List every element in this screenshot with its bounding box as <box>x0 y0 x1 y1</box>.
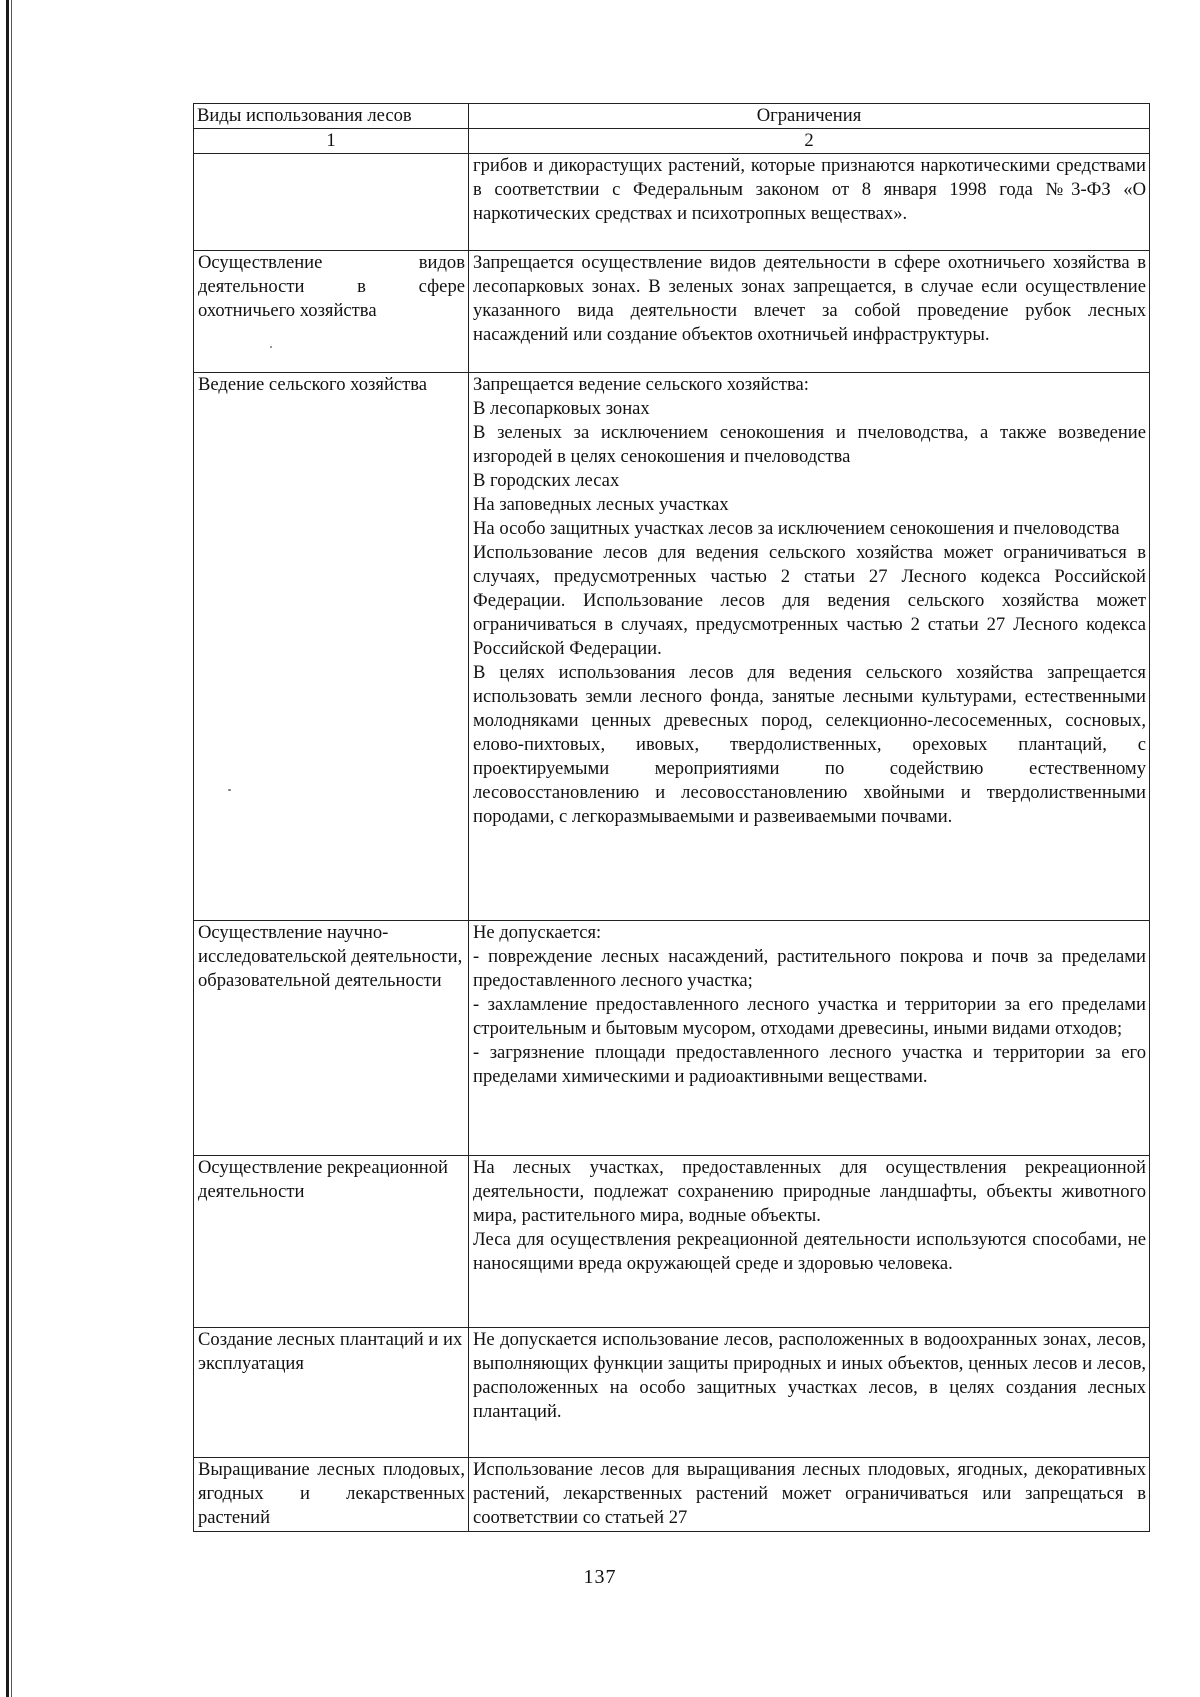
restriction-paragraph: грибов и дикорастущих растений, которые признаются наркотическими средствами в соответствии с Федеральным законом от 8 января 1998 года №3-ФЗ «О наркотических средствах и психотропных веществах». <box>473 155 1146 224</box>
usage-type-cell: Выращивание лесных плодовых, ягодных и лекарственных растений <box>194 1458 469 1532</box>
table-row <box>194 1328 1150 1458</box>
restriction-paragraph: Леса для осуществления рекреационной деятельности используются способами, не наносящими вреда окружающей среде и здоровью человека. <box>473 1229 1146 1274</box>
restriction-paragraph: - захламление предоставленного лесного участка и территории за его пределами строительным и бытовым мусором, отходами древесины, иными видами отходов; <box>473 994 1146 1039</box>
restriction-paragraph: В целях использования лесов для ведения сельского хозяйства запрещается использовать земли лесного фонда, занятые лесными культурами, естественными молодняками ценных древесных пород, селекционно-лесосеменных, сосновых, елово-пихтовых, ивовых, твердолиственных, ореховых плантаций, с проектируемыми мероприятиями по содействию естественному лесовосстановлению и лесовосстановлению хвойными и твердолиственными породами, с легкоразмываемыми и развеиваемыми почвами. <box>473 662 1146 827</box>
restriction-paragraph: Не допускается использование лесов, расположенных в водоохранных зонах, лесов, выполняющих функции защиты природных и иных объектов, ценных лесов и лесов, расположенных на особо защитных участках лесов, в целях создания лесных плантаций. <box>473 1329 1146 1422</box>
restrictions-cell <box>469 1328 1150 1458</box>
usage-type-cell: Осуществление научно-исследовательской деятельности, образовательной деятельности <box>194 921 469 1156</box>
page-number: 137 <box>583 1566 617 1588</box>
column-header-usage-type: Виды использования лесов <box>194 104 469 129</box>
table-row <box>194 921 1150 1156</box>
binding-edge <box>6 0 9 1697</box>
restrictions-cell <box>469 154 1150 251</box>
restriction-paragraph: - повреждение лесных насаждений, растительного покрова и почв за пределами предоставленного лесного участка; <box>473 946 1146 991</box>
restrictions-cell <box>469 251 1150 373</box>
table-row <box>194 251 1150 373</box>
column-number-2: 2 <box>469 129 1150 154</box>
binding-edge-shadow <box>11 0 12 1697</box>
column-number-1: 1 <box>194 129 469 154</box>
table-row <box>194 1458 1150 1532</box>
restriction-paragraph: На особо защитных участках лесов за исключением сенокошения и пчеловодства <box>473 518 1120 539</box>
restrictions-cell <box>469 373 1150 921</box>
usage-type-cell: Создание лесных плантаций и их эксплуатация <box>194 1328 469 1458</box>
usage-type-cell: Осуществление видов деятельности в сфере охотничьего хозяйства <box>194 251 469 373</box>
table-row <box>194 373 1150 921</box>
restriction-paragraph: В лесопарковых зонах <box>473 398 650 419</box>
usage-type-cell: Осуществление рекреационной деятельности <box>194 1156 469 1328</box>
usage-type-cell <box>194 154 469 251</box>
restrictions-table <box>193 103 1150 1532</box>
restrictions-cell <box>469 1458 1150 1532</box>
column-number-row <box>194 129 1150 154</box>
usage-type-cell: Ведение сельского хозяйства <box>194 373 469 921</box>
restriction-paragraph: На лесных участках, предоставленных для осуществления рекреационной деятельности, подлежат сохранению природные ландшафты, объекты животного мира, растительного мира, водные объекты. <box>473 1157 1146 1226</box>
table-header-row <box>194 104 1150 129</box>
restriction-paragraph: Запрещается осуществление видов деятельности в сфере охотничьего хозяйства в лесопарковых зонах. В зеленых зонах запрещается, в случае если осуществление указанного вида деятельности влечет за собой проведение рубок лесных насаждений или создание объектов охотничьей инфраструктуры. <box>473 252 1146 345</box>
table-row <box>194 1156 1150 1328</box>
restriction-paragraph: На заповедных лесных участках <box>473 494 729 515</box>
restriction-paragraph: Запрещается ведение сельского хозяйства: <box>473 374 809 395</box>
restriction-paragraph: - загрязнение площади предоставленного лесного участка и территории за его пределами химическими и радиоактивными веществами. <box>473 1042 1146 1087</box>
restriction-paragraph: Использование лесов для выращивания лесных плодовых, ягодных, декоративных растений, лекарственных растений может ограничиваться или запрещаться в соответствии со статьей 27 <box>473 1459 1146 1528</box>
table-row <box>194 154 1150 251</box>
restriction-paragraph: Использование лесов для ведения сельского хозяйства может ограничиваться в случаях, предусмотренных частью 2 статьи 27 Лесного кодекса Российской Федерации. Использование лесов для ведения сельского хозяйства может ограничиваться в случаях, предусмотренных частью 2 статьи 27 Лесного кодекса Российской Федерации. <box>473 542 1146 659</box>
restriction-paragraph: В зеленых за исключением сенокошения и пчеловодства, а также возведение изгородей в целях сенокошения и пчеловодства <box>473 422 1146 467</box>
restrictions-cell <box>469 1156 1150 1328</box>
column-header-restrictions: Ограничения <box>469 104 1150 129</box>
restrictions-cell <box>469 921 1150 1156</box>
restriction-paragraph: Не допускается: <box>473 922 602 943</box>
restriction-paragraph: В городских лесах <box>473 470 620 491</box>
